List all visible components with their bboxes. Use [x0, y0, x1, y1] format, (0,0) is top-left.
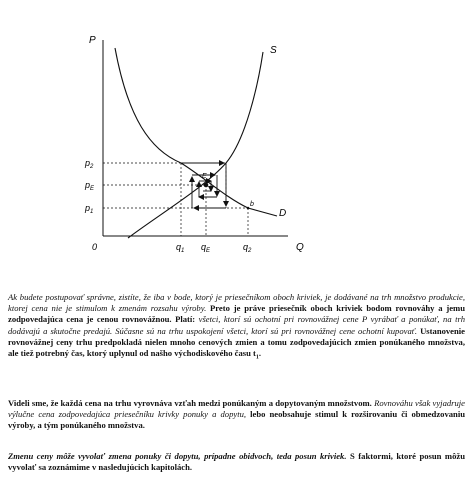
p2-part-b: Rovnováhu však vyjadruje výlučne cena zodpovedajúca priesečníku krivky ponuky a dopytu,	[8, 398, 466, 420]
demand-label: D	[279, 208, 287, 219]
p1-part-b: Preto je práve priesečník oboch kriviek bodom rovnováhy a jemu zodpovedajúca cena je cenou rovnovážnou.	[8, 303, 465, 325]
y-axis-label: P	[89, 35, 96, 46]
paragraph-equilibrium	[8, 292, 465, 364]
point-b-label: b	[250, 201, 254, 208]
p1-part-a: Ak budete postupovať správne, zistíte, že iba v bode, ktorý je priesečníkom oboch kriviek, je dodávané na trh množstvo produkcie, ktorej cena nie je stimulom k zmenám rozsahu výroby.	[8, 292, 465, 314]
p2-part-c: lebo neobsahuje stimul k rozširovaniu či obmedzovaniu výroby, a tým ponúkaného množstva.	[8, 409, 465, 431]
point-b-dot	[247, 207, 250, 210]
tick-q2: $q_2$	[243, 242, 252, 254]
p1-part-e: Ustanovenie rovnovážnej ceny trhu predpokladá nielen mnoho cenových zmien a tomu zodpovedajúcich zmien ponúkaného množstva, ale tiež potrebný čas, ktorý uplynul od našho východiskového času t	[8, 325, 465, 359]
equilibrium-label: E	[202, 173, 207, 180]
demand-curve	[115, 48, 277, 216]
p3-part-a: Zmenu ceny môže vyvolať zmena ponuky či dopytu, prípadne obidvoch, teda posun kriviek.	[8, 451, 347, 461]
x-axis-label: Q	[296, 242, 304, 253]
p3-part-b: S faktormi, ktoré posun môžu vyvolať sa zoznámime v nasledujúcich kapitolách.	[8, 451, 465, 473]
origin-label: 0	[92, 242, 98, 252]
tick-q1: $q_1$	[176, 242, 185, 254]
p1-part-c: Platí:	[171, 314, 199, 325]
supply-curve	[128, 52, 263, 238]
p1-subscript: 1	[255, 354, 259, 361]
tick-p2: $p_2$	[85, 158, 94, 170]
paragraph-price-change	[8, 451, 465, 473]
equilibrium-point	[204, 183, 209, 188]
paragraph-balance	[8, 398, 465, 432]
p2-part-a: Videli sme, že každá cena na trhu vyrovnáva vzťah medzi ponúkaným a dopytovaným množstvom.	[8, 398, 372, 408]
tick-qE: $q_E$	[201, 242, 211, 254]
tick-p1: $p_1$	[85, 203, 94, 215]
supply-label: S	[270, 45, 277, 56]
p1-end: .	[258, 348, 262, 359]
p1-part-d: všetci, ktorí sú ochotní pri rovnovážnej cene P vyrábať a ponúkať, na trh dodávajú a skutočne predajú. Súčasne sú na trhu uspokojení všetci, ktorí sú pri rovnovážnej cene ochotní kupovať.	[8, 314, 466, 336]
tick-pE: $p_E$	[85, 180, 95, 192]
